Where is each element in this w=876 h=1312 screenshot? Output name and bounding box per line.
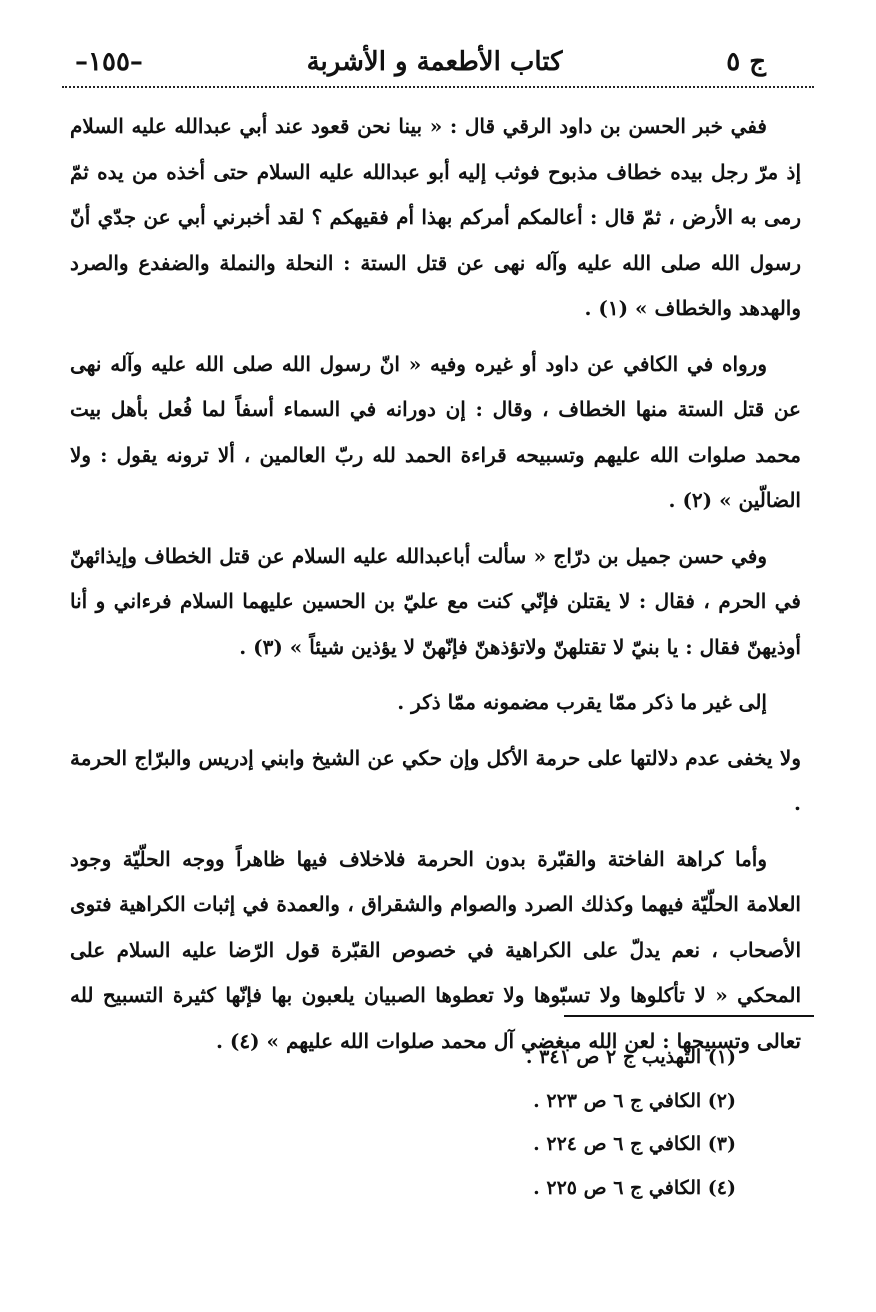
footnote-2: (٢) الكافي ج ٦ ص ٢٢٣ . [533,1089,736,1112]
paragraph-3: وفي حسن جميل بن درّاج « سألت أباعبدالله عليه السلام عن قتل الخطاف وإيذائهنّ في الحرم ، فقال : لا يقتلن فإنّي كنت مع عليّ بن الحسين عليهما السلام فرءاني و أنا أوذيهنّ فقال : يا بنيّ لا تقتلهنّ ولاتؤذهنّ فإنّهنّ لا يؤذين شيئاً » (٣) . [70,543,801,659]
page-header [75,38,766,86]
page-number: –١٥٥– [75,47,143,77]
paragraph-2: ورواه في الكافي عن داود أو غيره وفيه « انّ رسول الله صلى الله عليه وآله نهى عن قتل الستة منها الخطاف ، وقال : إن دورانه في السماء أسفاً لما فُعل بأهل بيت محمد صلوات الله عليهم وتسبيحه قراءة الحمد لله ربّ العالمين ، ألا ترونه يقول : ولا الضالّين » (٢) . [70,351,801,512]
volume-label: ج ٥ [726,47,766,77]
book-title: كتاب الأطعمة و الأشربة [306,47,563,77]
footnote-3: (٣) الكافي ج ٦ ص ٢٢٤ . [533,1133,736,1155]
paragraph-4: إلى غير ما ذكر ممّا يقرب مضمونه ممّا ذكر . [397,690,767,714]
footnotes [336,1036,736,1210]
main-text [70,104,801,1074]
footnote-divider [564,1015,814,1017]
header-divider [62,86,814,88]
paragraph-1: ففي خبر الحسن بن داود الرقي قال : « بينا نحن قعود عند أبي عبدالله عليه السلام إذ مرّ رجل بيده خطاف مذبوح فوثب إليه أبو عبدالله عليه السلام حتى أخذه من يده ثمّ رمى به الأرض ، ثمّ قال : أعالمكم أمركم بهذا أم فقيهكم ؟ لقد أخبرني أبي عن جدّي أنّ رسول الله صلى الله عليه وآله نهى عن قتل الستة : النحلة والنملة والضفدع والصرد والهدهد والخطاف » (١) . [70,114,801,320]
paragraph-6: وأما كراهة الفاختة والقبّرة بدون الحرمة فلاخلاف فيها ظاهراً ووجه الحلّيّة وجود العلامة الحلّيّة فيهما وكذلك الصرد والصوام والشقراق ، والعمدة في إثبات الكراهية فتوى الأصحاب ، نعم يدلّ على الكراهية في خصوص القبّرة قول الرّضا عليه السلام على المحكي « لا تأكلوها ولا تسبّوها ولا تعطوها الصبيان يلعبون بها فإنّها كثيرة التسبيح لله تعالى وتسبيحها : لعن الله مبغضي آل محمد صلوات الله عليهم » (٤) . [70,846,801,1053]
footnote-4: (٤) الكافي ج ٦ ص ٢٢٥ . [533,1176,736,1199]
paragraph-5: ولا يخفى عدم دلالتها على حرمة الأكل وإن حكي عن الشيخ وابني إدريس والبرّاج الحرمة . [70,745,801,815]
footnote-1: (١) التهذيب ج ٢ ص ٣٤١ . [525,1046,736,1068]
